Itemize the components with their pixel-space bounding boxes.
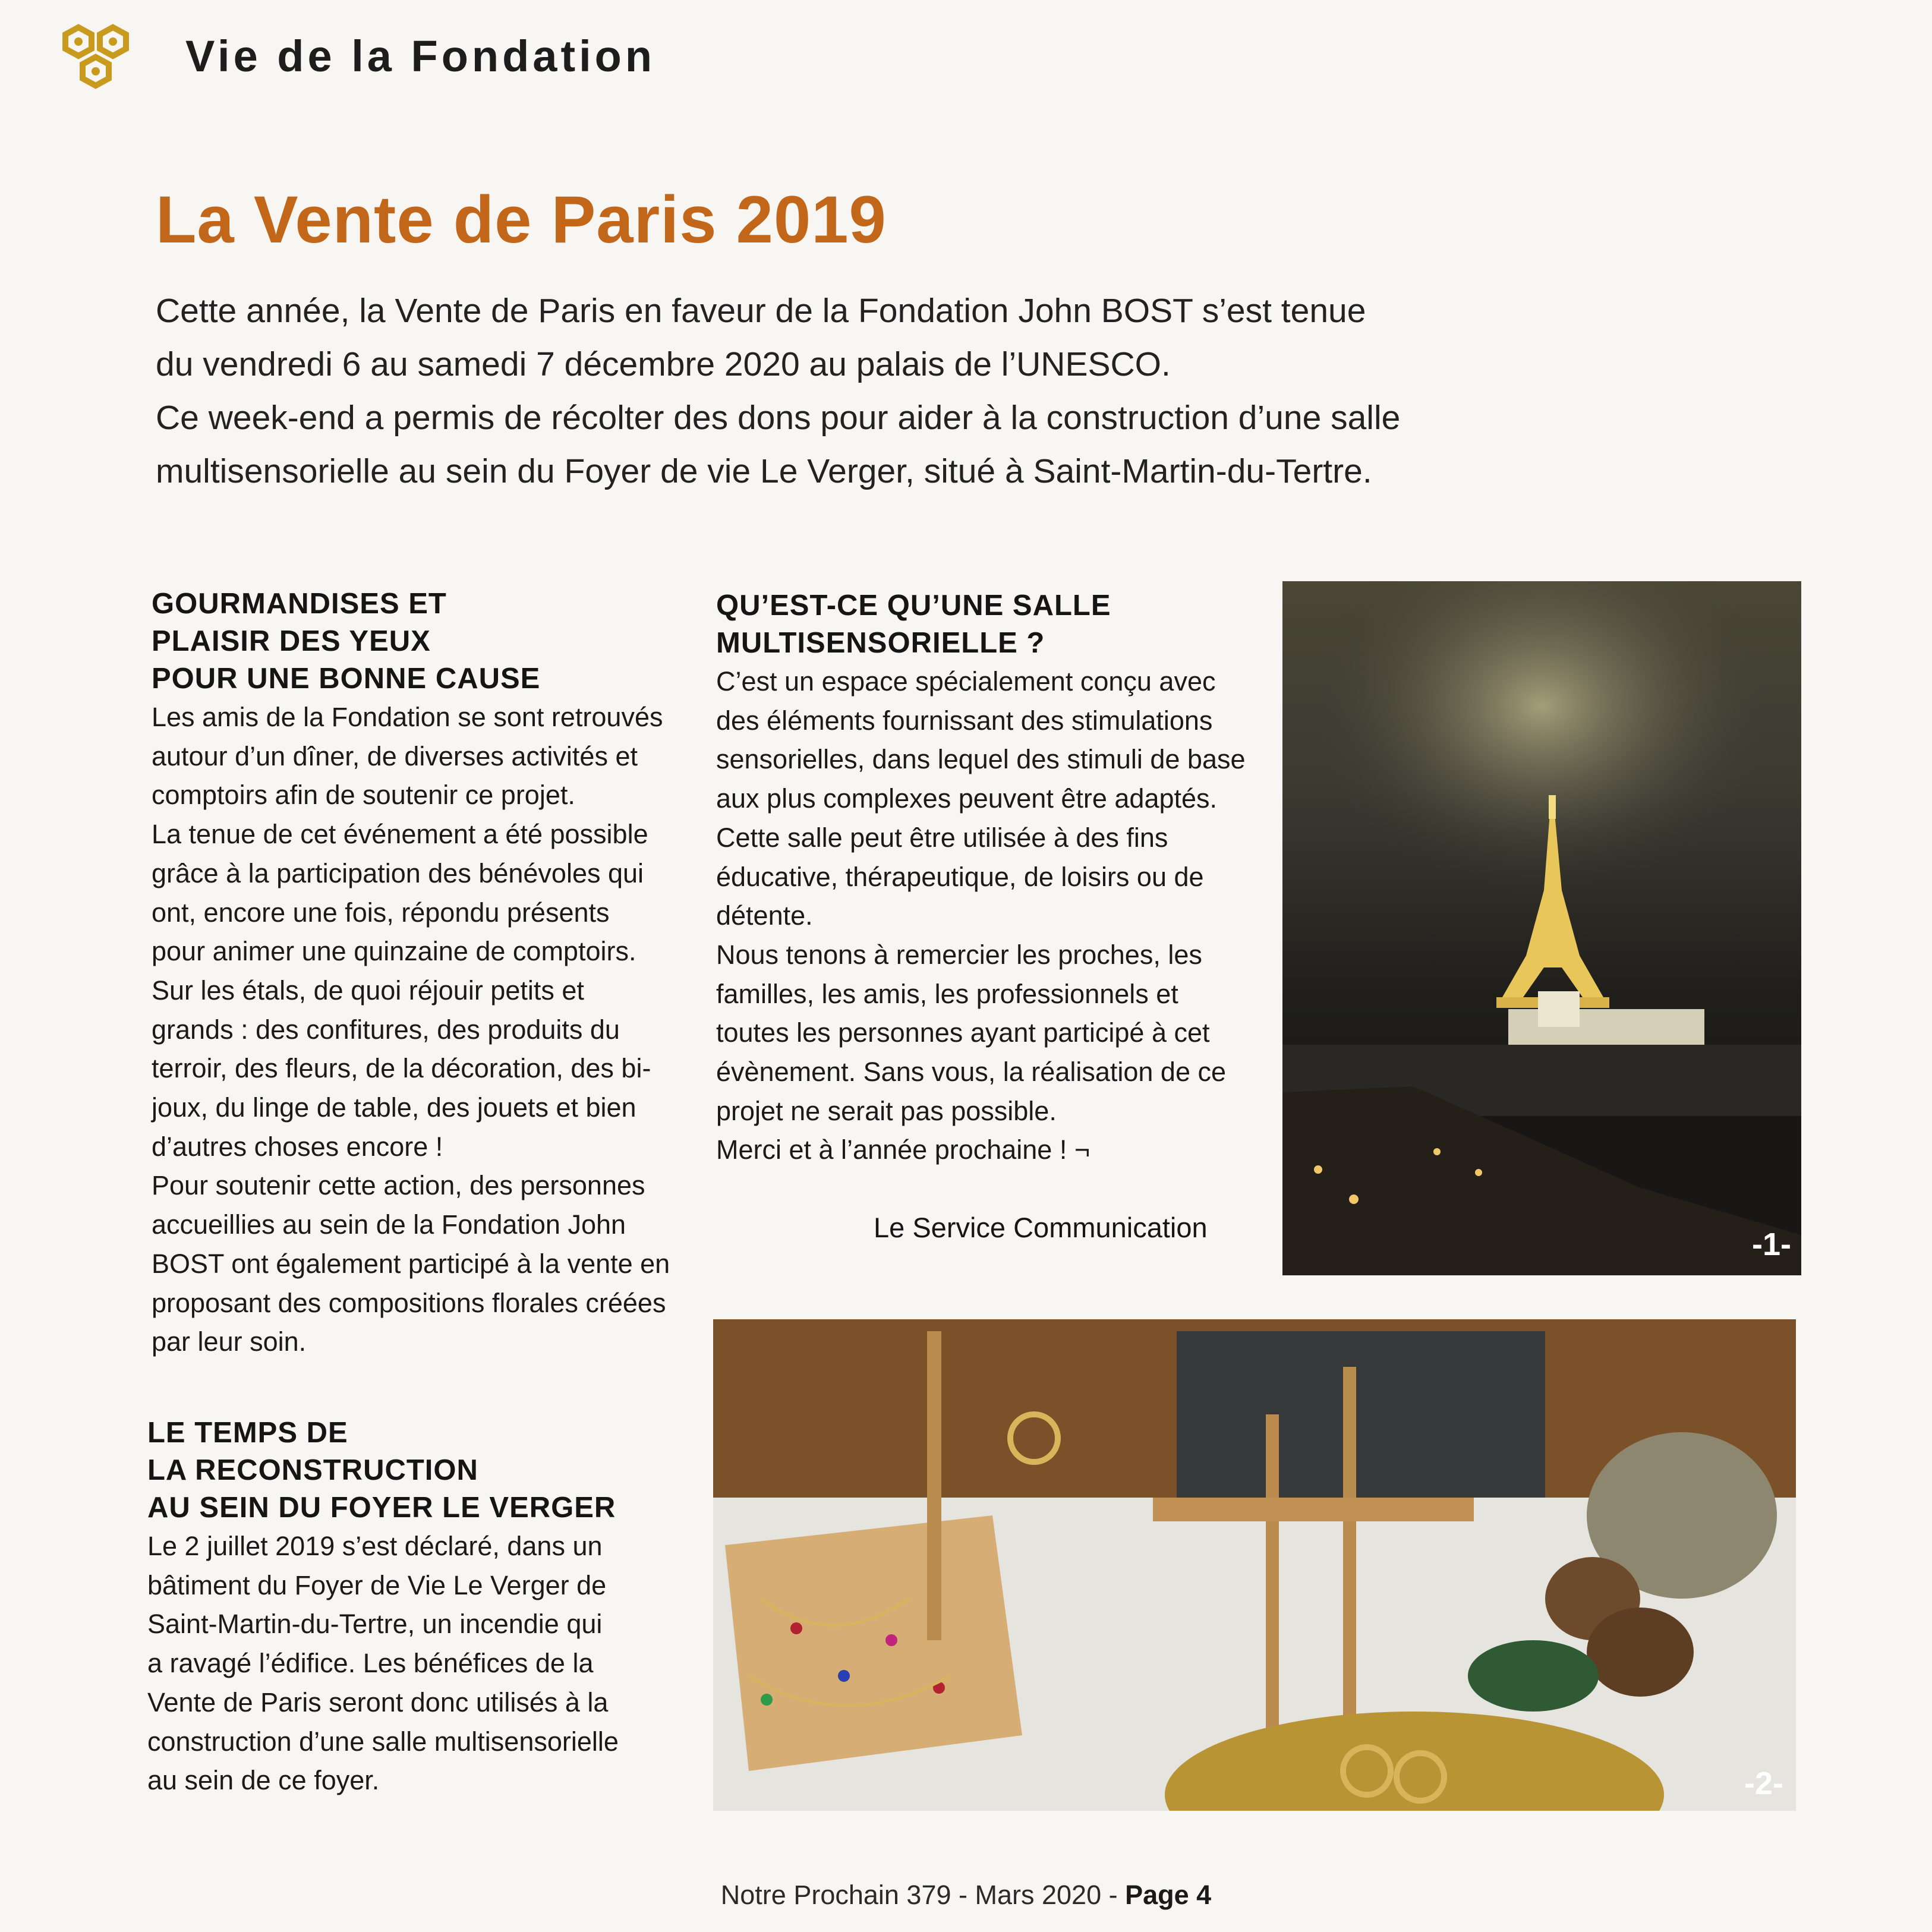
heading-line: GOURMANDISES ET bbox=[152, 588, 447, 620]
heading-line: MULTISENSORIELLE ? bbox=[716, 627, 1045, 659]
heading-line: AU SEIN DU FOYER LE VERGER bbox=[147, 1492, 616, 1524]
section-salle-multisensorielle bbox=[716, 587, 1251, 1170]
body-line: BOST ont également participé à la vente en bbox=[152, 1248, 670, 1279]
body-line: au sein de ce foyer. bbox=[147, 1765, 380, 1796]
intro-line: multisensorielle au sein du Foyer de vie Le Verger, situé à Saint-Martin-du-Tertre. bbox=[156, 452, 1372, 490]
body-line: autour d’un dîner, de diverses activités et bbox=[152, 740, 638, 771]
photo-number: -1- bbox=[1752, 1227, 1791, 1262]
jewelry-stall-photo bbox=[713, 1319, 1796, 1811]
body-line: aux plus complexes peuvent être adaptés. bbox=[716, 783, 1218, 814]
body-line: construction d’une salle multisensorielle bbox=[147, 1726, 619, 1757]
article-title: La Vente de Paris 2019 bbox=[156, 182, 887, 257]
body-line: toutes les personnes ayant participé à cet bbox=[716, 1017, 1210, 1048]
body-line: Les amis de la Fondation se sont retrouvés bbox=[152, 702, 663, 732]
body-line: Pour soutenir cette action, des personnes bbox=[152, 1170, 645, 1201]
body-line: ont, encore une fois, répondu présents bbox=[152, 897, 610, 928]
body-line: accueillies au sein de la Fondation John bbox=[152, 1209, 626, 1240]
body-line: évènement. Sans vous, la réalisation de ce bbox=[716, 1057, 1227, 1088]
body-line: terroir, des fleurs, de la décoration, des bi- bbox=[152, 1053, 651, 1084]
body-line: projet ne serait pas possible. bbox=[716, 1095, 1057, 1126]
body-line: des éléments fournissant des stimulations bbox=[716, 705, 1213, 736]
body-line: a ravagé l’édifice. Les bénéfices de la bbox=[147, 1648, 594, 1679]
section-heading bbox=[716, 587, 1251, 662]
body-line: Sur les étals, de quoi réjouir petits et bbox=[152, 975, 584, 1006]
body-line: joux, du linge de table, des jouets et bien bbox=[152, 1092, 636, 1123]
photo-number: -2- bbox=[1744, 1766, 1783, 1801]
body-line: grands : des confitures, des produits du bbox=[152, 1014, 620, 1045]
page-footer bbox=[0, 1880, 1932, 1911]
honeycomb-logo-icon bbox=[55, 23, 144, 100]
body-line: grâce à la participation des bénévoles qui bbox=[152, 858, 644, 888]
body-line: par leur soin. bbox=[152, 1326, 307, 1357]
section-reconstruction bbox=[147, 1414, 682, 1800]
body-line: éducative, thérapeutique, de loisirs ou de bbox=[716, 861, 1204, 892]
heading-line: QU’EST-CE QU’UNE SALLE bbox=[716, 590, 1111, 622]
body-line: comptoirs afin de soutenir ce projet. bbox=[152, 780, 575, 811]
eiffel-tower-illustration bbox=[1282, 581, 1801, 1275]
signature: Le Service Communication bbox=[874, 1212, 1208, 1243]
section-gourmandises bbox=[152, 585, 686, 1361]
body-line: Cette salle peut être utilisée à des fins bbox=[716, 822, 1168, 853]
body-line: Vente de Paris seront donc utilisés à la bbox=[147, 1687, 609, 1717]
section-heading bbox=[147, 1414, 682, 1527]
section-title: Vie de la Fondation bbox=[185, 31, 656, 81]
page-number: Page 4 bbox=[1125, 1880, 1212, 1910]
footer-publication: Notre Prochain 379 - Mars 2020 - bbox=[720, 1880, 1126, 1910]
intro-line: Ce week-end a permis de récolter des dons pour aider à la construction d’une salle bbox=[156, 399, 1401, 437]
section-heading bbox=[152, 585, 686, 698]
heading-line: LA RECONSTRUCTION bbox=[147, 1454, 478, 1486]
body-line: proposant des compositions florales créées bbox=[152, 1287, 666, 1318]
body-line: détente. bbox=[716, 900, 813, 931]
intro-line: du vendredi 6 au samedi 7 décembre 2020 au palais de l’UNESCO. bbox=[156, 345, 1171, 383]
body-line: Le 2 juillet 2019 s’est déclaré, dans un bbox=[147, 1531, 603, 1561]
body-line: Nous tenons à remercier les proches, les bbox=[716, 939, 1202, 970]
heading-line: POUR UNE BONNE CAUSE bbox=[152, 663, 541, 695]
article-intro bbox=[156, 284, 1523, 498]
body-line: La tenue de cet événement a été possible bbox=[152, 819, 648, 850]
jewelry-stall-illustration bbox=[713, 1319, 1796, 1811]
body-line: Merci et à l’année prochaine ! ¬ bbox=[716, 1134, 1091, 1165]
body-line: familles, les amis, les professionnels et bbox=[716, 978, 1178, 1009]
eiffel-tower-night-photo bbox=[1282, 581, 1801, 1275]
intro-line: Cette année, la Vente de Paris en faveur de la Fondation John BOST s’est tenue bbox=[156, 292, 1366, 330]
body-line: C’est un espace spécialement conçu avec bbox=[716, 666, 1216, 696]
heading-line: LE TEMPS DE bbox=[147, 1417, 348, 1449]
body-line: Saint-Martin-du-Tertre, un incendie qui bbox=[147, 1609, 603, 1640]
body-line: sensorielles, dans lequel des stimuli de base bbox=[716, 744, 1246, 775]
body-line: bâtiment du Foyer de Vie Le Verger de bbox=[147, 1569, 607, 1600]
body-line: d’autres choses encore ! bbox=[152, 1131, 443, 1162]
heading-line: PLAISIR DES YEUX bbox=[152, 625, 431, 657]
body-line: pour animer une quinzaine de comptoirs. bbox=[152, 936, 636, 967]
